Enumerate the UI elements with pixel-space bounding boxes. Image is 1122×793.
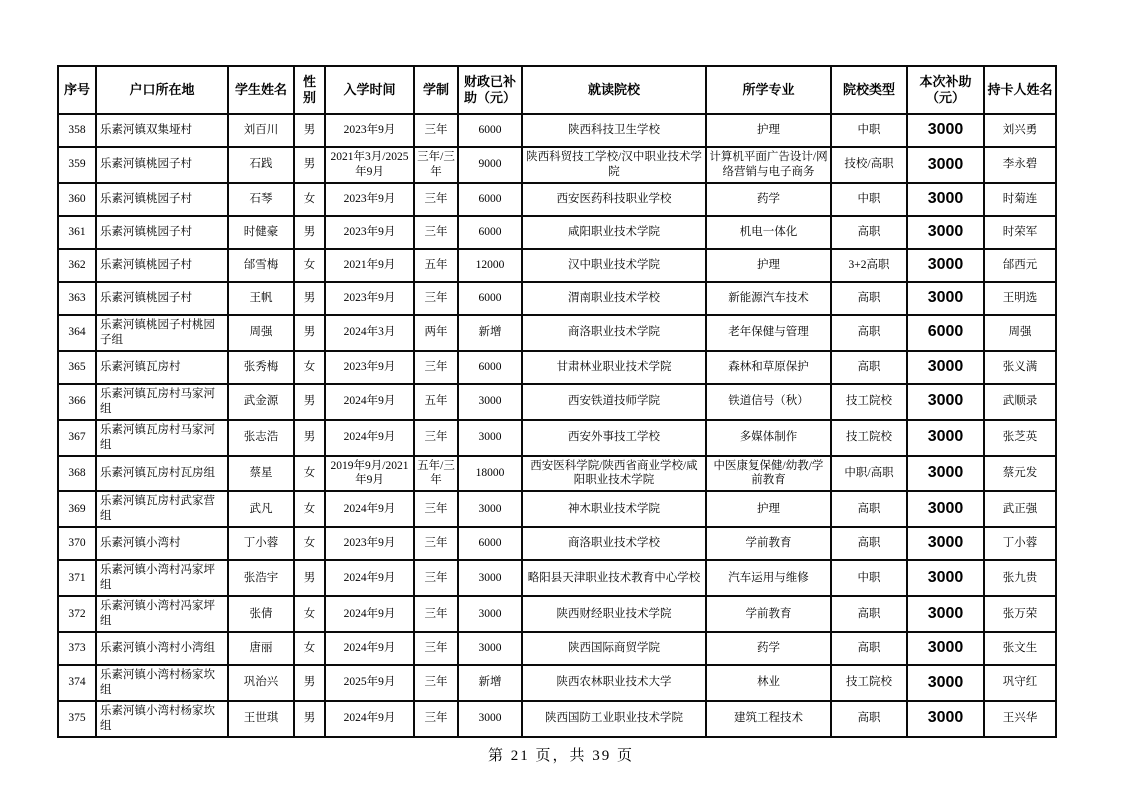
page-number-footer: 第 21 页，共 39 页 [487,748,634,764]
cell-major: 老年保健与管理 [706,315,831,351]
cell-school: 渭南职业技术学校 [522,282,706,315]
cell-current-subsidy: 3000 [907,527,984,560]
table-row [58,249,1056,282]
cell-enroll-date: 2023年9月 [325,527,414,560]
cell-subsidized-amount: 3000 [458,384,522,420]
cell-location: 乐素河镇桃园子村桃园子组 [96,315,228,351]
cell-school: 陕西科贸技工学校/汉中职业技术学院 [522,147,706,183]
cell-duration: 三年 [414,183,458,216]
cell-subsidized-amount: 6000 [458,216,522,249]
cell-location: 乐素河镇瓦房村 [96,351,228,384]
cell-school-type: 高职 [831,315,907,351]
cell-cardholder-name: 邰西元 [984,249,1056,282]
header-enroll-date: 入学时间 [325,66,414,114]
cell-student-name: 张秀梅 [228,351,294,384]
cell-subsidized-amount: 12000 [458,249,522,282]
cell-gender: 男 [294,216,325,249]
cell-current-subsidy: 3000 [907,216,984,249]
cell-major: 中医康复保健/幼教/学前教育 [706,456,831,492]
cell-cardholder-name: 蔡元发 [984,456,1056,492]
cell-index: 360 [58,183,96,216]
cell-duration: 三年 [414,632,458,665]
cell-current-subsidy: 3000 [907,491,984,527]
cell-location: 乐素河镇小湾村 [96,527,228,560]
cell-index: 359 [58,147,96,183]
cell-student-name: 张倩 [228,596,294,632]
header-subsidized-amount: 财政已补助（元） [458,66,522,114]
cell-subsidized-amount: 3000 [458,420,522,456]
table-row [58,351,1056,384]
cell-gender: 女 [294,632,325,665]
cell-school: 陕西科技卫生学校 [522,114,706,147]
cell-school: 汉中职业技术学院 [522,249,706,282]
table-row [58,420,1056,456]
cell-current-subsidy: 3000 [907,384,984,420]
cell-major: 药学 [706,183,831,216]
cell-gender: 女 [294,249,325,282]
cell-current-subsidy: 3000 [907,596,984,632]
cell-school-type: 中职/高职 [831,456,907,492]
cell-school: 神木职业技术学院 [522,491,706,527]
cell-location: 乐素河镇双集垭村 [96,114,228,147]
cell-cardholder-name: 张义满 [984,351,1056,384]
cell-index: 369 [58,491,96,527]
cell-major: 新能源汽车技术 [706,282,831,315]
cell-current-subsidy: 3000 [907,420,984,456]
cell-cardholder-name: 时菊连 [984,183,1056,216]
cell-location: 乐素河镇小湾村杨家坎组 [96,701,228,737]
cell-subsidized-amount: 3000 [458,632,522,665]
header-cardholder-name: 持卡人姓名 [984,66,1056,114]
cell-index: 367 [58,420,96,456]
cell-student-name: 武金源 [228,384,294,420]
cell-school-type: 技校/高职 [831,147,907,183]
cell-gender: 女 [294,491,325,527]
cell-index: 363 [58,282,96,315]
cell-cardholder-name: 张万荣 [984,596,1056,632]
cell-school: 甘肃林业职业技术学院 [522,351,706,384]
cell-school-type: 高职 [831,351,907,384]
cell-cardholder-name: 周强 [984,315,1056,351]
header-school: 就读院校 [522,66,706,114]
cell-major: 护理 [706,491,831,527]
cell-gender: 男 [294,384,325,420]
cell-gender: 男 [294,282,325,315]
header-major: 所学专业 [706,66,831,114]
cell-subsidized-amount: 新增 [458,315,522,351]
cell-gender: 男 [294,560,325,596]
header-index: 序号 [58,66,96,114]
cell-cardholder-name: 刘兴勇 [984,114,1056,147]
table-row [58,216,1056,249]
cell-student-name: 张志浩 [228,420,294,456]
cell-cardholder-name: 张芝英 [984,420,1056,456]
cell-school: 陕西国防工业职业技术学院 [522,701,706,737]
cell-student-name: 石践 [228,147,294,183]
cell-index: 364 [58,315,96,351]
student-subsidy-table [57,65,1057,738]
cell-enroll-date: 2024年9月 [325,491,414,527]
cell-index: 358 [58,114,96,147]
cell-student-name: 周强 [228,315,294,351]
cell-school: 咸阳职业技术学院 [522,216,706,249]
cell-duration: 三年 [414,665,458,701]
cell-school-type: 高职 [831,596,907,632]
cell-school-type: 中职 [831,183,907,216]
cell-school-type: 高职 [831,282,907,315]
cell-cardholder-name: 时荣军 [984,216,1056,249]
cell-gender: 男 [294,147,325,183]
table-row [58,456,1056,492]
cell-index: 372 [58,596,96,632]
table-row [58,527,1056,560]
cell-school: 陕西农林职业技术大学 [522,665,706,701]
header-duration: 学制 [414,66,458,114]
cell-subsidized-amount: 6000 [458,282,522,315]
cell-index: 373 [58,632,96,665]
cell-enroll-date: 2024年9月 [325,560,414,596]
cell-location: 乐素河镇桃园子村 [96,249,228,282]
cell-location: 乐素河镇桃园子村 [96,216,228,249]
cell-school: 西安铁道技师学院 [522,384,706,420]
cell-student-name: 丁小蓉 [228,527,294,560]
cell-enroll-date: 2023年9月 [325,114,414,147]
cell-duration: 三年 [414,560,458,596]
cell-major: 学前教育 [706,596,831,632]
cell-location: 乐素河镇桃园子村 [96,282,228,315]
cell-index: 374 [58,665,96,701]
cell-location: 乐素河镇小湾村冯家坪组 [96,560,228,596]
table-row [58,183,1056,216]
cell-duration: 三年 [414,527,458,560]
cell-major: 森林和草原保护 [706,351,831,384]
cell-student-name: 王帆 [228,282,294,315]
table-row [58,632,1056,665]
cell-enroll-date: 2024年9月 [325,420,414,456]
cell-enroll-date: 2021年3月/2025年9月 [325,147,414,183]
cell-student-name: 蔡星 [228,456,294,492]
cell-school-type: 技工院校 [831,384,907,420]
cell-major: 药学 [706,632,831,665]
cell-major: 林业 [706,665,831,701]
cell-index: 368 [58,456,96,492]
cell-index: 371 [58,560,96,596]
cell-location: 乐素河镇桃园子村 [96,183,228,216]
table-header-row [58,66,1056,114]
cell-duration: 三年 [414,351,458,384]
cell-cardholder-name: 丁小蓉 [984,527,1056,560]
cell-duration: 三年 [414,114,458,147]
cell-index: 365 [58,351,96,384]
cell-gender: 女 [294,596,325,632]
cell-duration: 五年 [414,384,458,420]
cell-index: 366 [58,384,96,420]
cell-school-type: 技工院校 [831,665,907,701]
cell-duration: 三年 [414,491,458,527]
header-location: 户口所在地 [96,66,228,114]
cell-duration: 五年 [414,249,458,282]
cell-school-type: 高职 [831,216,907,249]
cell-cardholder-name: 巩守红 [984,665,1056,701]
cell-current-subsidy: 3000 [907,183,984,216]
cell-enroll-date: 2019年9月/2021年9月 [325,456,414,492]
cell-cardholder-name: 武顺录 [984,384,1056,420]
cell-student-name: 石琴 [228,183,294,216]
cell-enroll-date: 2024年9月 [325,701,414,737]
cell-duration: 两年 [414,315,458,351]
cell-duration: 三年 [414,282,458,315]
cell-index: 370 [58,527,96,560]
cell-major: 建筑工程技术 [706,701,831,737]
cell-enroll-date: 2025年9月 [325,665,414,701]
cell-major: 计算机平面广告设计/网络营销与电子商务 [706,147,831,183]
cell-location: 乐素河镇小湾村冯家坪组 [96,596,228,632]
cell-student-name: 武凡 [228,491,294,527]
cell-enroll-date: 2024年9月 [325,632,414,665]
cell-school-type: 高职 [831,491,907,527]
table-row [58,560,1056,596]
cell-enroll-date: 2023年9月 [325,183,414,216]
cell-school: 陕西国际商贸学院 [522,632,706,665]
cell-current-subsidy: 3000 [907,114,984,147]
cell-location: 乐素河镇瓦房村马家河组 [96,384,228,420]
cell-enroll-date: 2024年9月 [325,384,414,420]
cell-cardholder-name: 张文生 [984,632,1056,665]
cell-gender: 男 [294,665,325,701]
cell-student-name: 唐丽 [228,632,294,665]
header-student-name: 学生姓名 [228,66,294,114]
cell-student-name: 巩治兴 [228,665,294,701]
cell-major: 多媒体制作 [706,420,831,456]
cell-enroll-date: 2023年9月 [325,216,414,249]
table-row [58,596,1056,632]
cell-duration: 三年/三年 [414,147,458,183]
cell-subsidized-amount: 新增 [458,665,522,701]
cell-gender: 女 [294,183,325,216]
cell-current-subsidy: 3000 [907,560,984,596]
cell-gender: 男 [294,420,325,456]
table-row [58,147,1056,183]
cell-school: 西安外事技工学校 [522,420,706,456]
cell-student-name: 邰雪梅 [228,249,294,282]
cell-student-name: 刘百川 [228,114,294,147]
cell-location: 乐素河镇瓦房村马家河组 [96,420,228,456]
cell-enroll-date: 2021年9月 [325,249,414,282]
cell-school-type: 3+2高职 [831,249,907,282]
cell-cardholder-name: 武正强 [984,491,1056,527]
table-row [58,491,1056,527]
header-school-type: 院校类型 [831,66,907,114]
cell-enroll-date: 2024年9月 [325,596,414,632]
cell-subsidized-amount: 3000 [458,596,522,632]
table-row [58,665,1056,701]
cell-school-type: 技工院校 [831,420,907,456]
cell-subsidized-amount: 6000 [458,114,522,147]
cell-enroll-date: 2023年9月 [325,351,414,384]
cell-school: 略阳县天津职业技术教育中心学校 [522,560,706,596]
cell-major: 护理 [706,114,831,147]
cell-current-subsidy: 3000 [907,147,984,183]
cell-school-type: 高职 [831,632,907,665]
table-row [58,701,1056,737]
cell-subsidized-amount: 6000 [458,351,522,384]
cell-gender: 女 [294,456,325,492]
cell-school: 陕西财经职业技术学院 [522,596,706,632]
cell-enroll-date: 2023年9月 [325,282,414,315]
cell-major: 机电一体化 [706,216,831,249]
cell-location: 乐素河镇小湾村杨家坎组 [96,665,228,701]
table-row [58,282,1056,315]
cell-subsidized-amount: 3000 [458,491,522,527]
cell-school-type: 中职 [831,560,907,596]
cell-subsidized-amount: 3000 [458,560,522,596]
cell-index: 361 [58,216,96,249]
cell-student-name: 王世琪 [228,701,294,737]
cell-location: 乐素河镇瓦房村武家营组 [96,491,228,527]
cell-student-name: 张浩宇 [228,560,294,596]
cell-major: 护理 [706,249,831,282]
cell-duration: 三年 [414,596,458,632]
cell-school: 西安医药科技职业学校 [522,183,706,216]
student-subsidy-table-sheet [57,65,1057,738]
cell-subsidized-amount: 3000 [458,701,522,737]
cell-current-subsidy: 3000 [907,249,984,282]
cell-gender: 女 [294,351,325,384]
cell-enroll-date: 2024年3月 [325,315,414,351]
header-current-subsidy: 本次补助（元） [907,66,984,114]
cell-gender: 男 [294,114,325,147]
cell-gender: 女 [294,527,325,560]
cell-current-subsidy: 3000 [907,632,984,665]
cell-current-subsidy: 3000 [907,282,984,315]
cell-current-subsidy: 3000 [907,701,984,737]
cell-cardholder-name: 王明选 [984,282,1056,315]
header-gender: 性别 [294,66,325,114]
cell-school: 商洛职业技术学校 [522,527,706,560]
cell-cardholder-name: 王兴华 [984,701,1056,737]
cell-location: 乐素河镇瓦房村瓦房组 [96,456,228,492]
cell-gender: 男 [294,701,325,737]
cell-school-type: 高职 [831,527,907,560]
cell-school: 西安医科学院/陕西省商业学校/咸阳职业技术学院 [522,456,706,492]
cell-cardholder-name: 李永碧 [984,147,1056,183]
cell-cardholder-name: 张九贵 [984,560,1056,596]
cell-location: 乐素河镇小湾村小湾组 [96,632,228,665]
cell-subsidized-amount: 9000 [458,147,522,183]
cell-duration: 三年 [414,216,458,249]
cell-current-subsidy: 6000 [907,315,984,351]
cell-subsidized-amount: 6000 [458,527,522,560]
table-row [58,384,1056,420]
cell-major: 汽车运用与维修 [706,560,831,596]
table-body [58,114,1056,737]
cell-gender: 男 [294,315,325,351]
table-row [58,114,1056,147]
cell-current-subsidy: 3000 [907,351,984,384]
cell-index: 362 [58,249,96,282]
cell-major: 学前教育 [706,527,831,560]
cell-duration: 五年/三年 [414,456,458,492]
cell-subsidized-amount: 6000 [458,183,522,216]
cell-index: 375 [58,701,96,737]
cell-duration: 三年 [414,701,458,737]
cell-student-name: 时健豪 [228,216,294,249]
cell-current-subsidy: 3000 [907,456,984,492]
cell-location: 乐素河镇桃园子村 [96,147,228,183]
cell-school-type: 中职 [831,114,907,147]
cell-school-type: 高职 [831,701,907,737]
cell-school: 商洛职业技术学院 [522,315,706,351]
cell-current-subsidy: 3000 [907,665,984,701]
cell-major: 铁道信号（秋） [706,384,831,420]
table-row [58,315,1056,351]
cell-subsidized-amount: 18000 [458,456,522,492]
cell-duration: 三年 [414,420,458,456]
